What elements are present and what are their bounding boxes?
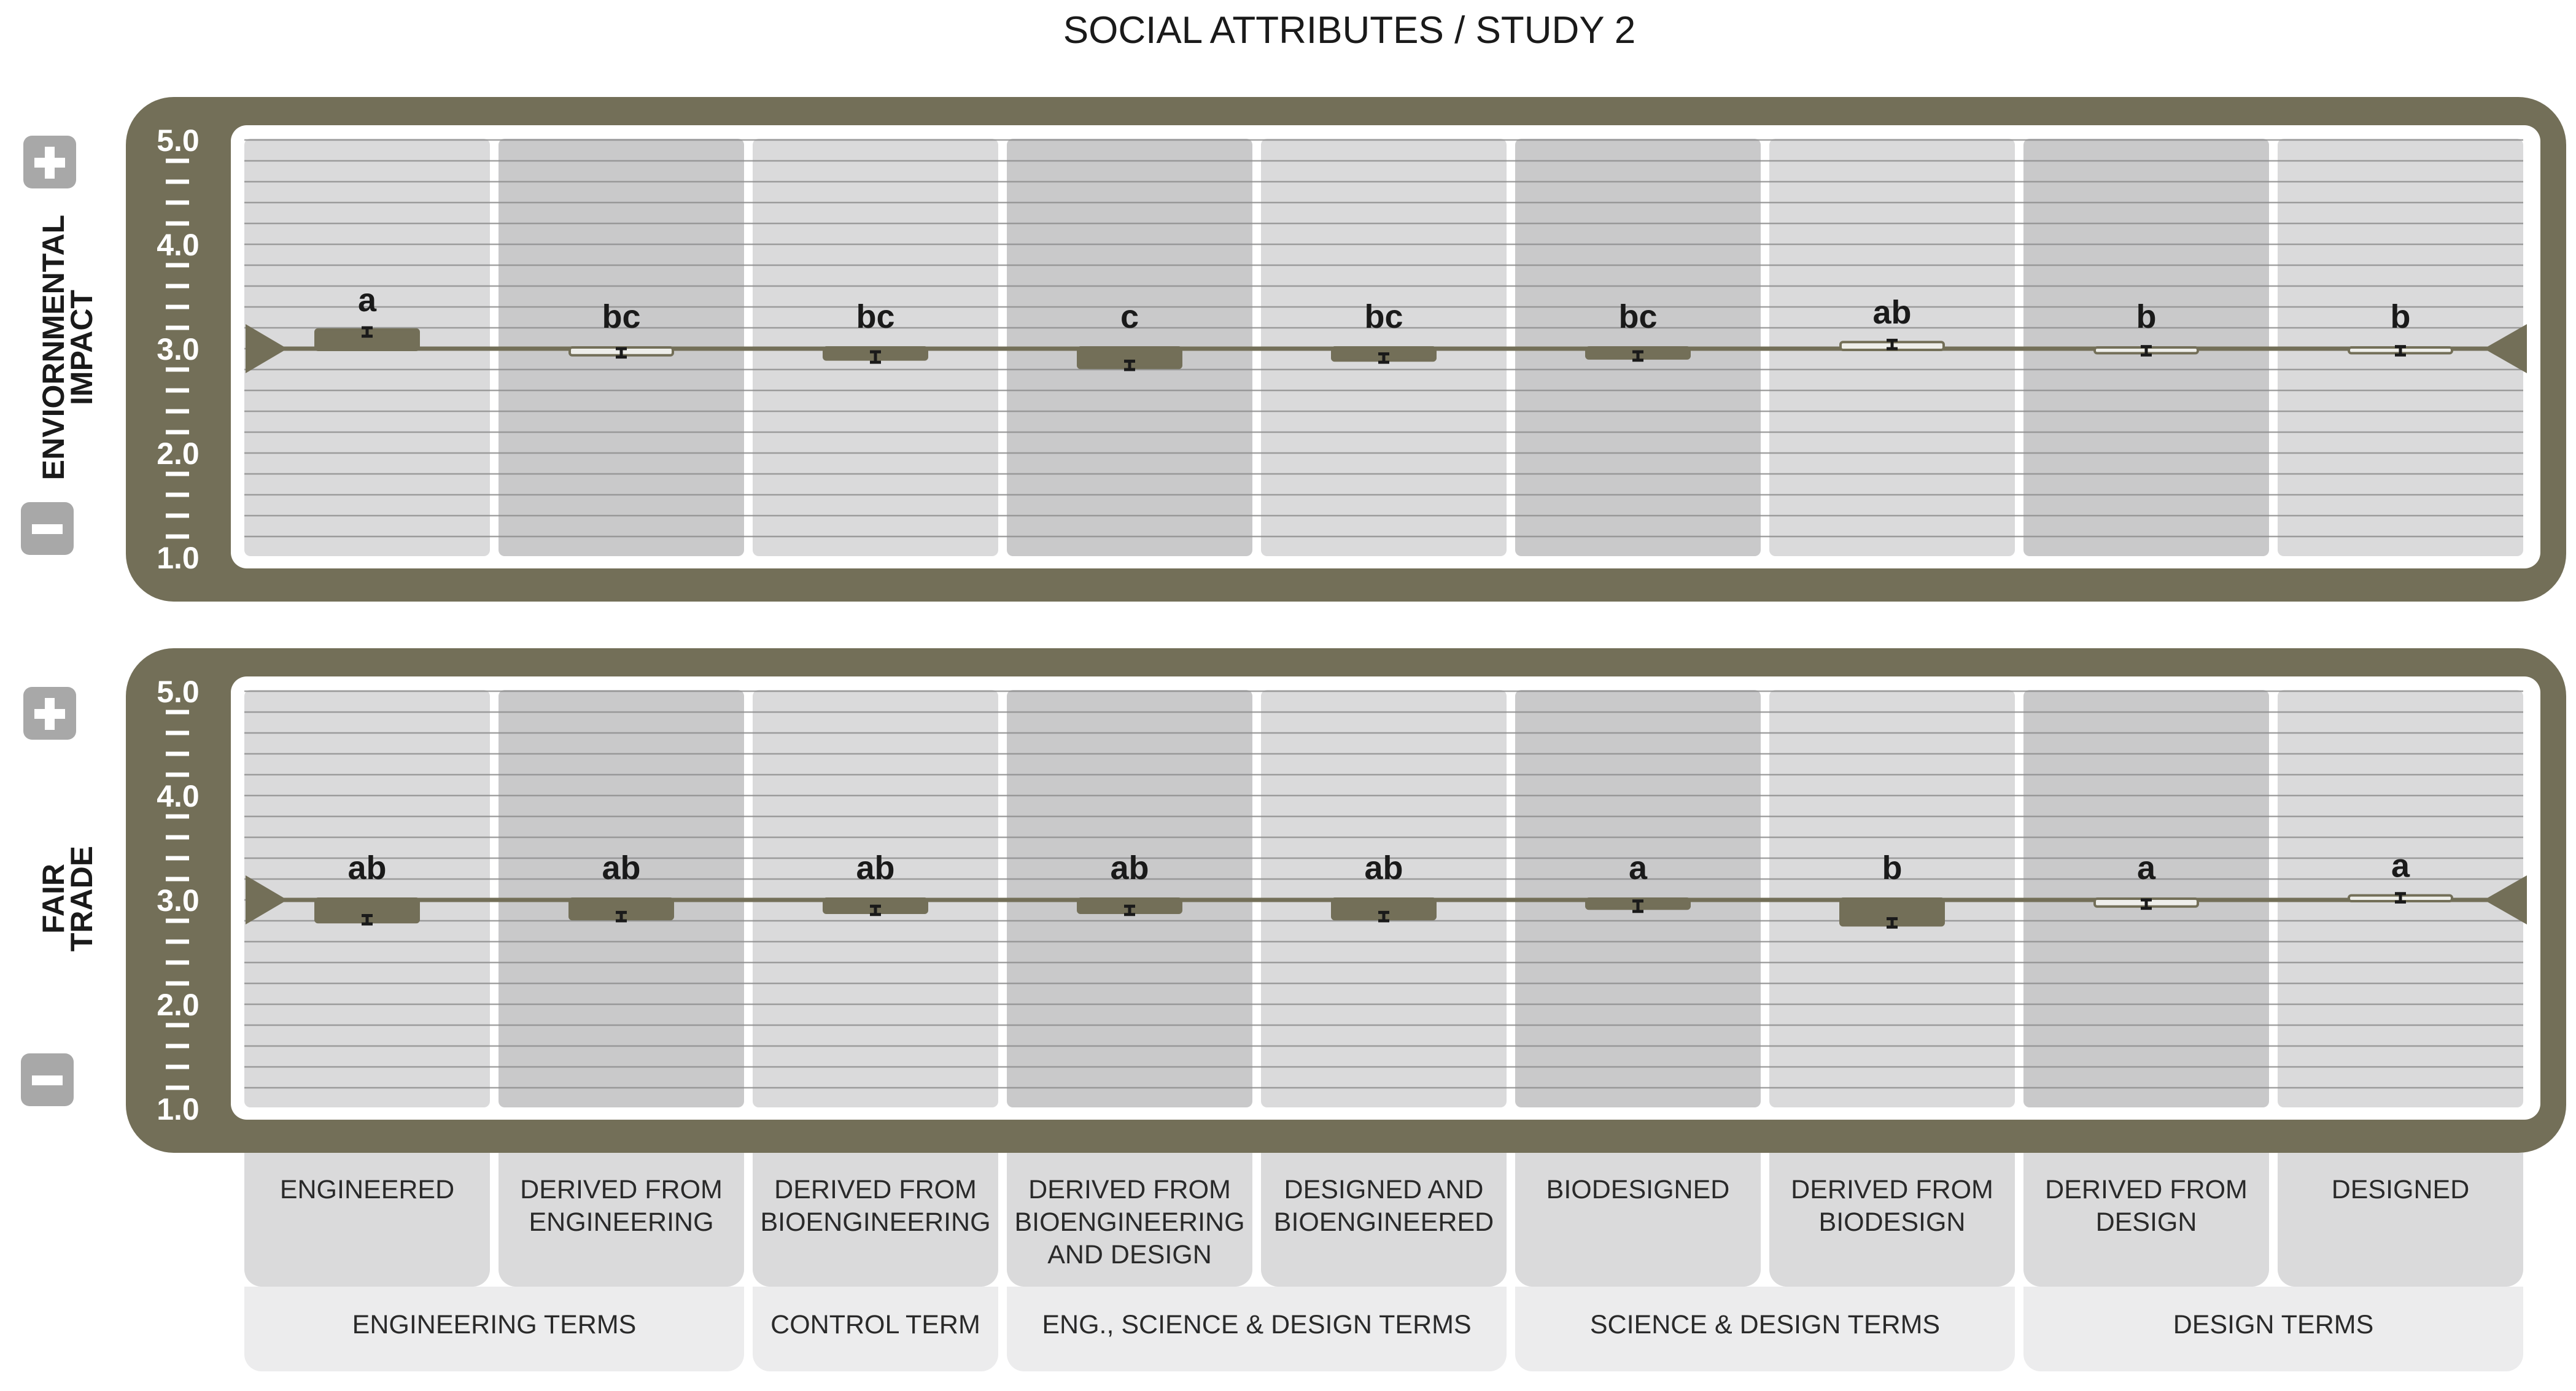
category-label: BIOENGINEERING <box>1014 1207 1245 1237</box>
significance-letter: c <box>1120 298 1139 335</box>
significance-letter: a <box>2391 847 2410 885</box>
category-label: BIODESIGN <box>1818 1207 1966 1237</box>
group-box-top <box>244 1287 744 1311</box>
data-bar <box>824 899 927 915</box>
y-axis-label-line: TRADE <box>64 845 99 952</box>
y-tick-label: 4.0 <box>157 779 200 813</box>
significance-letter: ab <box>856 850 895 886</box>
y-tick-label: 1.0 <box>157 541 200 575</box>
group-label: DESIGN TERMS <box>2173 1310 2374 1339</box>
category-label: BIOENGINEERING <box>760 1207 991 1237</box>
significance-letter: a <box>2136 850 2156 886</box>
data-bar <box>1586 899 1690 912</box>
y-tick-label: 3.0 <box>157 332 200 366</box>
group-label: ENGINEERING TERMS <box>352 1310 637 1339</box>
category-label-4 <box>1007 1153 1252 1287</box>
plus-icon <box>23 687 76 740</box>
group-label: ENG., SCIENCE & DESIGN TERMS <box>1042 1310 1472 1339</box>
category-label: AND DESIGN <box>1047 1240 1212 1269</box>
data-bar <box>316 328 419 350</box>
y-tick-label: 3.0 <box>157 883 200 918</box>
group-label: SCIENCE & DESIGN TERMS <box>1589 1310 1941 1339</box>
data-bar <box>2349 347 2452 355</box>
significance-letter: ab <box>1872 294 1912 331</box>
data-bar <box>2349 894 2452 902</box>
group-label-3 <box>1007 1287 1507 1371</box>
data-bar <box>1078 347 1181 370</box>
category-label: DERIVED FROM <box>2045 1175 2248 1204</box>
category-label: ENGINEERING <box>529 1207 714 1237</box>
group-box-top <box>753 1287 998 1311</box>
significance-letter: b <box>2390 298 2411 335</box>
significance-letter: ab <box>602 850 641 886</box>
y-axis-label <box>36 215 99 480</box>
category-label-9 <box>2278 1153 2523 1287</box>
significance-letter: bc <box>1618 298 1658 335</box>
y-tick-label: 2.0 <box>157 988 200 1022</box>
data-bar <box>1841 340 1944 350</box>
category-label-6 <box>1515 1153 1761 1287</box>
plus-icon-v <box>45 698 55 730</box>
group-box-top <box>1515 1287 2015 1311</box>
group-label-1 <box>244 1287 744 1371</box>
minus-icon-h <box>32 1075 63 1085</box>
category-label: DESIGNED AND <box>1284 1175 1484 1204</box>
category-label-5 <box>1261 1153 1507 1287</box>
significance-letter: b <box>1882 850 1903 886</box>
category-label-7 <box>1769 1153 2015 1287</box>
category-label: BIOENGINEERED <box>1273 1207 1494 1237</box>
category-label: DESIGN <box>2095 1207 2197 1237</box>
significance-letter: a <box>1628 850 1648 886</box>
data-bar <box>1332 899 1435 921</box>
panel-1 <box>21 97 2566 602</box>
significance-letter: b <box>2136 298 2157 335</box>
significance-letter: ab <box>1110 850 1149 886</box>
y-axis-label-line: IMPACT <box>64 290 99 405</box>
category-label: ENGINEERED <box>279 1175 455 1204</box>
y-axis-label <box>36 846 99 951</box>
group-box-top <box>1007 1287 1507 1311</box>
y-axis-label-line: ENVIORNMENTAL <box>36 214 71 481</box>
y-axis-label-line: FAIR <box>36 864 71 934</box>
significance-letter: bc <box>1364 298 1403 335</box>
category-label: DERIVED FROM <box>520 1175 723 1204</box>
data-bar <box>1841 899 1944 927</box>
data-bar <box>2095 899 2198 909</box>
y-tick-label: 4.0 <box>157 228 200 262</box>
significance-letter: bc <box>856 298 895 335</box>
data-bar <box>1332 347 1435 362</box>
category-label-3 <box>753 1153 998 1287</box>
data-bar <box>824 347 927 362</box>
group-box-top <box>2023 1287 2523 1311</box>
y-tick-label: 2.0 <box>157 436 200 471</box>
plus-icon-v <box>45 147 55 179</box>
significance-letter: ab <box>347 850 387 886</box>
data-bar <box>316 899 419 924</box>
category-label: DERIVED FROM <box>1791 1175 1993 1204</box>
group-label-2 <box>753 1287 998 1371</box>
data-bar <box>570 347 673 357</box>
minus-icon <box>21 1053 74 1106</box>
category-label-8 <box>2023 1153 2269 1287</box>
category-label: DERIVED FROM <box>1028 1175 1231 1204</box>
category-label: DERIVED FROM <box>774 1175 977 1204</box>
significance-letter: a <box>357 281 377 319</box>
category-label: DESIGNED <box>2331 1175 2470 1204</box>
chart-title: SOCIAL ATTRIBUTES / STUDY 2 <box>1063 9 1636 52</box>
group-labels <box>244 1287 2523 1371</box>
panel-2 <box>21 648 2566 1153</box>
group-label-4 <box>1515 1287 2015 1371</box>
data-bar <box>1586 347 1690 360</box>
chart-panels <box>21 97 2566 1153</box>
category-label-2 <box>499 1153 744 1287</box>
significance-letter: ab <box>1364 850 1403 886</box>
plus-icon <box>23 136 76 188</box>
category-label-1 <box>244 1153 490 1287</box>
y-tick-label: 5.0 <box>157 675 200 709</box>
category-label: BIODESIGNED <box>1546 1175 1730 1204</box>
group-label-5 <box>2023 1287 2523 1371</box>
data-bar <box>570 899 673 921</box>
significance-letter: bc <box>602 298 641 335</box>
data-bar <box>1078 899 1181 915</box>
y-tick-label: 5.0 <box>157 123 200 158</box>
category-labels <box>244 1153 2523 1287</box>
minus-icon <box>21 502 74 555</box>
group-label: CONTROL TERM <box>770 1310 980 1339</box>
minus-icon-h <box>32 524 63 534</box>
data-bar <box>2095 347 2198 355</box>
y-tick-label: 1.0 <box>157 1092 200 1126</box>
